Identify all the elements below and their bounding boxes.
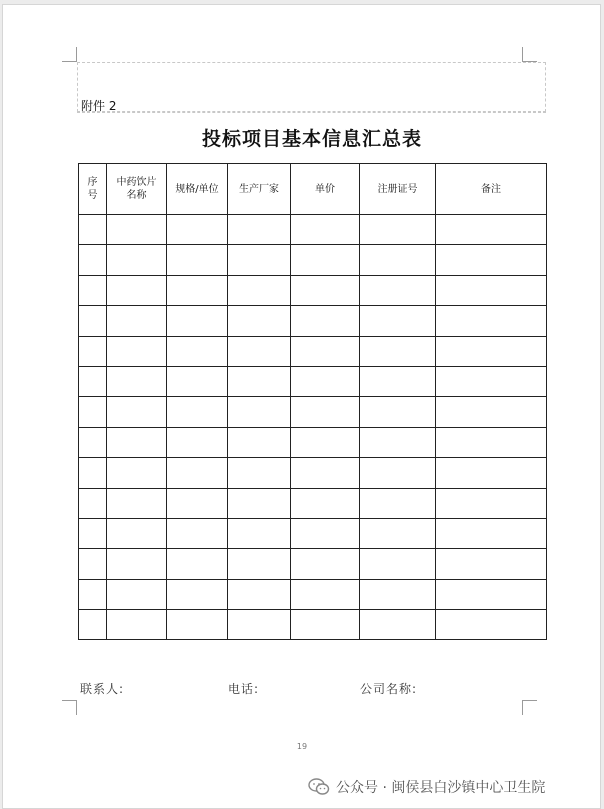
table-cell[interactable] [79, 458, 107, 488]
table-cell[interactable] [228, 397, 291, 427]
table-cell[interactable] [228, 458, 291, 488]
table-cell[interactable] [436, 458, 547, 488]
table-cell[interactable] [167, 336, 228, 366]
table-cell[interactable] [79, 518, 107, 548]
table-cell[interactable] [228, 306, 291, 336]
table-cell[interactable] [436, 245, 547, 275]
table-cell[interactable] [79, 306, 107, 336]
table-header-row [79, 164, 547, 215]
table-cell[interactable] [360, 549, 436, 579]
table-cell[interactable] [107, 549, 167, 579]
column-header-seq-line1: 序 [87, 177, 98, 188]
table-cell[interactable] [360, 518, 436, 548]
table-cell[interactable] [79, 336, 107, 366]
table-cell[interactable] [360, 397, 436, 427]
column-header-registration: 注册证号 [360, 164, 436, 215]
table-cell[interactable] [167, 610, 228, 640]
table-row [79, 549, 547, 579]
table-cell[interactable] [79, 245, 107, 275]
table-cell[interactable] [167, 397, 228, 427]
margin-corner-bottom-left [62, 700, 77, 715]
column-header-remarks: 备注 [436, 164, 547, 215]
table-cell[interactable] [228, 275, 291, 305]
table-cell[interactable] [79, 397, 107, 427]
table-cell[interactable] [167, 245, 228, 275]
table-cell[interactable] [436, 610, 547, 640]
table-cell[interactable] [360, 366, 436, 396]
table-cell[interactable] [79, 427, 107, 457]
attachment-label: 附件 2 [81, 99, 117, 113]
table-cell[interactable] [167, 488, 228, 518]
table-cell[interactable] [228, 427, 291, 457]
table-cell[interactable] [436, 306, 547, 336]
table-cell[interactable] [228, 336, 291, 366]
column-header-name-line2: 名称 [126, 190, 147, 201]
table-cell[interactable] [436, 579, 547, 609]
table-cell[interactable] [79, 488, 107, 518]
table-cell[interactable] [107, 397, 167, 427]
table-cell[interactable] [79, 215, 107, 245]
table-cell[interactable] [291, 215, 360, 245]
table-cell[interactable] [167, 579, 228, 609]
table-cell[interactable] [436, 427, 547, 457]
table-cell[interactable] [79, 610, 107, 640]
table-cell[interactable] [107, 366, 167, 396]
table-cell[interactable] [228, 488, 291, 518]
table-cell[interactable] [436, 366, 547, 396]
column-header-name-line1: 中药饮片 [116, 177, 157, 188]
table-cell[interactable] [228, 610, 291, 640]
table-cell[interactable] [360, 245, 436, 275]
table-cell[interactable] [228, 245, 291, 275]
wechat-icon [308, 778, 330, 796]
column-header-manufacturer: 生产厂家 [228, 164, 291, 215]
table-row [79, 458, 547, 488]
table-cell[interactable] [107, 579, 167, 609]
table-cell[interactable] [107, 336, 167, 366]
table-cell[interactable] [167, 518, 228, 548]
table-cell[interactable] [291, 427, 360, 457]
table-cell[interactable] [436, 275, 547, 305]
table-cell[interactable] [167, 458, 228, 488]
column-header-price: 单价 [291, 164, 360, 215]
table-cell[interactable] [436, 518, 547, 548]
table-row [79, 610, 547, 640]
table-row [79, 275, 547, 305]
table-cell[interactable] [291, 549, 360, 579]
table-cell[interactable] [291, 610, 360, 640]
table-row [79, 306, 547, 336]
table-cell[interactable] [291, 336, 360, 366]
table-cell[interactable] [360, 458, 436, 488]
table-cell[interactable] [360, 336, 436, 366]
document-title: 投标项目基本信息汇总表 [201, 128, 422, 150]
table-row [79, 427, 547, 457]
table-cell[interactable] [167, 215, 228, 245]
table-row [79, 579, 547, 609]
table-cell[interactable] [167, 549, 228, 579]
table-cell[interactable] [107, 245, 167, 275]
table-cell[interactable] [107, 306, 167, 336]
watermark-text: 公众号 · 闽侯县白沙镇中心卫生院 [336, 780, 546, 796]
table-cell[interactable] [79, 549, 107, 579]
table-cell[interactable] [291, 366, 360, 396]
table-cell[interactable] [360, 306, 436, 336]
page-number: 19 [296, 742, 308, 751]
table-cell[interactable] [107, 458, 167, 488]
table-cell[interactable] [107, 427, 167, 457]
table-cell[interactable] [228, 549, 291, 579]
table-cell[interactable] [291, 275, 360, 305]
table-cell[interactable] [228, 366, 291, 396]
margin-corner-top-left [62, 47, 77, 62]
table-cell[interactable] [291, 518, 360, 548]
table-cell[interactable] [360, 488, 436, 518]
table-row [79, 215, 547, 245]
table-row [79, 397, 547, 427]
table-cell[interactable] [436, 397, 547, 427]
table-cell[interactable] [360, 275, 436, 305]
table-row [79, 336, 547, 366]
table-cell[interactable] [360, 579, 436, 609]
header-area[interactable] [77, 62, 546, 112]
table-cell[interactable] [107, 488, 167, 518]
table-cell[interactable] [291, 306, 360, 336]
table-cell[interactable] [291, 488, 360, 518]
table-cell[interactable] [167, 306, 228, 336]
table-cell[interactable] [79, 366, 107, 396]
table-cell[interactable] [107, 215, 167, 245]
table-cell[interactable] [291, 579, 360, 609]
column-header-name [107, 164, 167, 215]
table-cell[interactable] [291, 397, 360, 427]
table-cell[interactable] [360, 215, 436, 245]
table-cell[interactable] [436, 549, 547, 579]
company-name-label: 公司名称: [360, 682, 418, 696]
table-cell[interactable] [167, 275, 228, 305]
table-row [79, 518, 547, 548]
summary-table [78, 163, 547, 640]
column-header-spec: 规格/单位 [167, 164, 228, 215]
table-cell[interactable] [228, 579, 291, 609]
table-cell[interactable] [228, 215, 291, 245]
table-body [79, 215, 547, 640]
column-header-seq [79, 164, 107, 215]
table-row [79, 245, 547, 275]
table-cell[interactable] [291, 458, 360, 488]
margin-corner-bottom-right [522, 700, 537, 715]
table-cell[interactable] [79, 275, 107, 305]
table-cell[interactable] [167, 366, 228, 396]
table-cell[interactable] [228, 518, 291, 548]
table-cell[interactable] [107, 518, 167, 548]
table-row [79, 488, 547, 518]
table-cell[interactable] [436, 488, 547, 518]
table-cell[interactable] [107, 275, 167, 305]
column-header-seq-line2: 号 [87, 190, 98, 201]
table-cell[interactable] [360, 427, 436, 457]
phone-label: 电话: [228, 682, 260, 696]
header-divider [77, 112, 546, 113]
margin-corner-top-right [522, 47, 537, 62]
table-cell[interactable] [436, 215, 547, 245]
table-cell[interactable] [107, 610, 167, 640]
table-row [79, 366, 547, 396]
table-cell[interactable] [291, 245, 360, 275]
table-cell[interactable] [360, 610, 436, 640]
table-cell[interactable] [436, 336, 547, 366]
watermark [308, 776, 545, 798]
table-cell[interactable] [79, 579, 107, 609]
table-cell[interactable] [167, 427, 228, 457]
contact-person-label: 联系人: [80, 682, 125, 696]
